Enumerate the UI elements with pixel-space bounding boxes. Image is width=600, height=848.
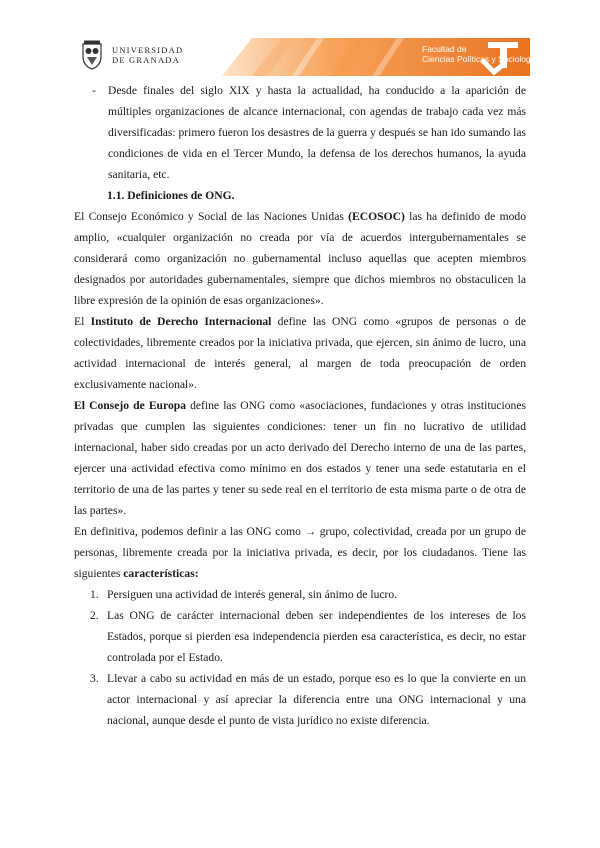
document-body xyxy=(74,80,526,731)
paragraph-idi-b: Instituto de Derecho Internacional xyxy=(90,315,272,328)
section-title: 1.1. Definiciones de ONG. xyxy=(107,189,235,202)
paragraph-consejo-europa-a: El Consejo de Europa xyxy=(74,399,186,412)
list-item-text: Persiguen una actividad de interés general, sin ánimo de lucro. xyxy=(107,588,398,601)
bullet-paragraph xyxy=(74,80,526,185)
paragraph-consejo-europa xyxy=(74,395,526,521)
list-item-number: 2. xyxy=(90,609,99,622)
bullet-text: Desde finales del siglo XIX y hasta la actualidad, ha conducido a la aparición de múltiples organizaciones de alcance internacional, con agendas de trabajo cada vez más diversificadas: primero fueron los desastres de la guerra y después se han ido sumando las condiciones de vida en el Tercer Mundo, la defensa de los derechos humanos, la ayuda sanitaria, etc. xyxy=(108,84,526,181)
paragraph-definicion xyxy=(74,521,526,584)
list-item xyxy=(74,584,526,605)
list-item xyxy=(74,668,526,731)
list-item-number: 3. xyxy=(90,672,99,685)
paragraph-ecosoc xyxy=(74,206,526,311)
paragraph-idi-a: El xyxy=(74,315,91,328)
university-crest-icon xyxy=(80,40,104,70)
paragraph-idi-c: define las ONG como «grupos de personas o de colectividades, libremente creados por la iniciativa privada, que ejercen, sin ánimo de lucro, una actividad internacional de interés general, al margen de toda preocupación de orden exclusivamente nacional». xyxy=(74,315,526,391)
paragraph-ecosoc-c: las ha definido de modo amplio, «cualquier organización no creada por vía de acuerdos intergubernamentales se considerará como organización no gubernamental incluso aquellas que acepten miembros designados por autoridades gubernamentales, siempre que dichos miembros no obstaculicen la libre expresión de la opinión de esas organizaciones». xyxy=(74,210,526,307)
page-header xyxy=(0,0,600,80)
faculty-name-line1: Facultad de xyxy=(422,44,467,54)
characteristics-list xyxy=(74,584,526,731)
paragraph-ecosoc-a: El Consejo Económico y Social de las Naciones Unidas xyxy=(74,210,349,223)
paragraph-ecosoc-b: (ECOSOC) xyxy=(348,210,405,223)
list-item-text: Llevar a cabo su actividad en más de un estado, porque eso es lo que la convierte en un actor internacional y así apreciar la diferencia entre una ONG internacional y una nacional, aunque desde el punto de vista jurídico no existe diferencia. xyxy=(107,672,526,727)
bullet-dash: - xyxy=(92,84,96,97)
paragraph-idi xyxy=(74,311,526,395)
list-item-text: Las ONG de carácter internacional deben ser independientes de los intereses de los Estados, porque si pierden esa independencia pierden esa característica, es decir, no estar controlada por el Estado. xyxy=(107,609,526,664)
faculty-name xyxy=(422,44,538,64)
paragraph-definicion-b: características: xyxy=(123,567,199,580)
paragraph-definicion-a: En definitiva, podemos definir a las ONG como → grupo, colectividad, creada por un grupo de personas, libremente creada por la iniciativa privada, es decir, por los ciudadanos. Tiene las siguientes xyxy=(74,525,526,580)
university-name xyxy=(112,45,183,65)
list-item-number: 1. xyxy=(90,588,99,601)
university-logo xyxy=(80,40,183,70)
university-name-line1: UNIVERSIDAD xyxy=(112,45,184,55)
list-item xyxy=(74,605,526,668)
paragraph-consejo-europa-b: define las ONG como «asociaciones, fundaciones y otras instituciones privadas que cumplen las siguientes condiciones: tener un fin no lucrativo de utilidad internacional, haber sido creadas por un acto derivado del Derecho interno de una de las partes, ejercer una actividad efectiva como mínimo en dos estados y tener una sede estatutaria en el territorio de una de las partes y tener su sede real en el territorio de esta misma parte o de otra de las partes». xyxy=(74,399,527,517)
faculty-name-line2: Ciencias Políticas y Sociología xyxy=(422,54,538,64)
university-name-line2: DE GRANADA xyxy=(112,55,180,65)
